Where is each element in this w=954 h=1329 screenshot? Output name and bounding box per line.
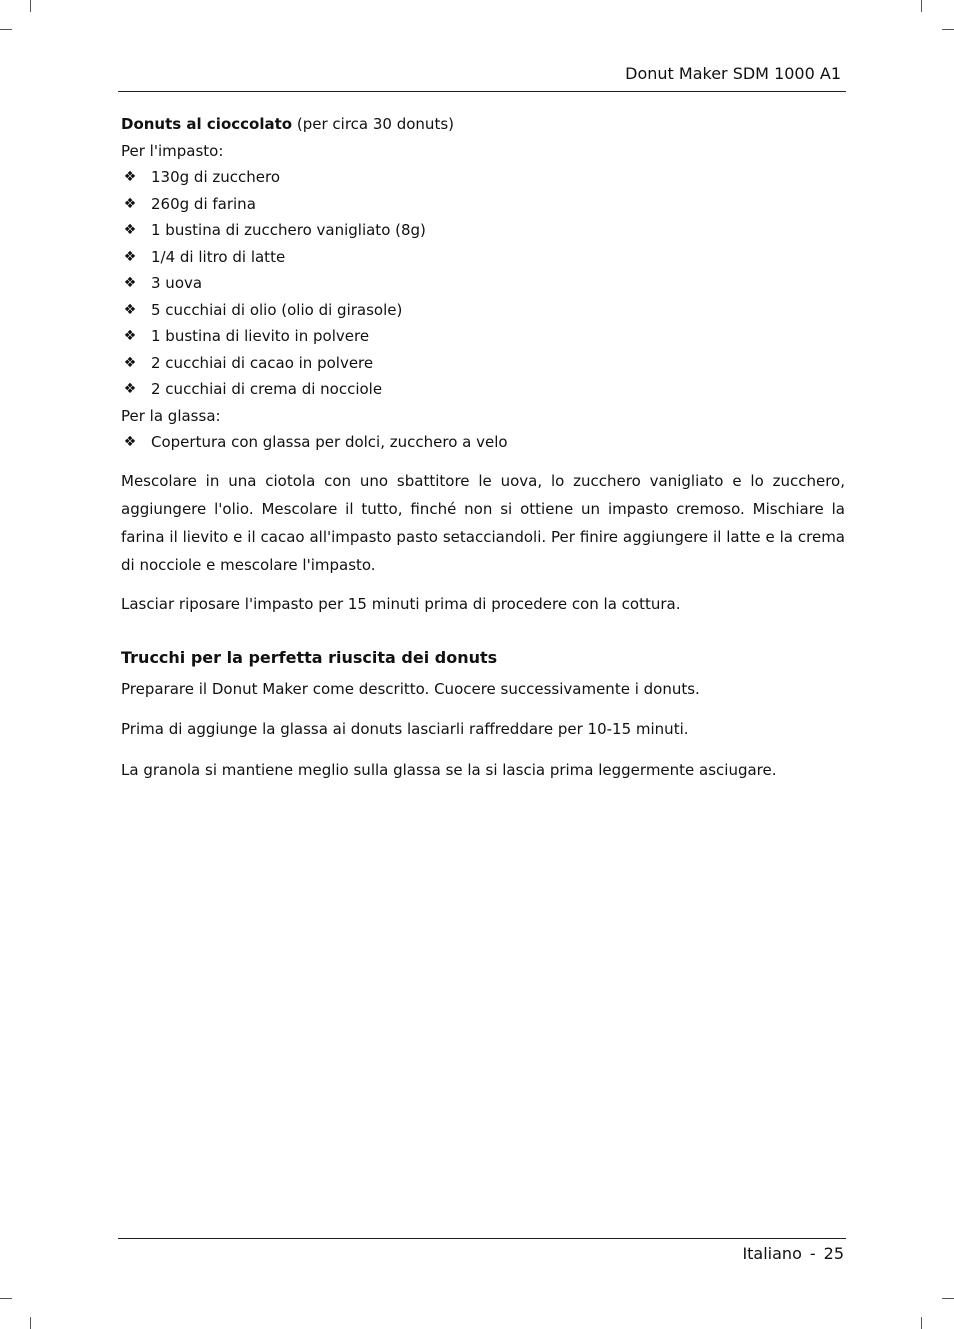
rest-note: Lasciar riposare l'impasto per 15 minuti prima di procedere con la cottura. bbox=[121, 594, 681, 613]
ingredient-text: 130g di zucchero bbox=[151, 168, 281, 186]
crop-mark bbox=[30, 1317, 31, 1329]
ingredient-text: 1/4 di litro di latte bbox=[151, 247, 286, 266]
list-item bbox=[121, 270, 845, 297]
crop-mark bbox=[921, 1317, 922, 1329]
four-diamond-bullet-icon: ❖ bbox=[123, 195, 137, 212]
footer-separator: - bbox=[809, 1244, 816, 1263]
ingredient-text: 2 cucchiai di crema di nocciole bbox=[151, 380, 383, 398]
four-diamond-bullet-icon: ❖ bbox=[123, 248, 137, 265]
ingredient-text: 5 cucchiai di olio (olio di girasole) bbox=[151, 300, 403, 319]
list-item bbox=[121, 244, 845, 271]
crop-mark bbox=[0, 1298, 12, 1299]
glaze-label: Per la glassa: bbox=[121, 406, 221, 425]
crop-mark bbox=[0, 29, 12, 30]
header-rule bbox=[118, 91, 846, 92]
ingredient-text: 1 bustina di zucchero vanigliato (8g) bbox=[151, 221, 426, 239]
four-diamond-bullet-icon: ❖ bbox=[123, 354, 137, 371]
tips-heading: Trucchi per la perfetta riuscita dei donuts bbox=[121, 648, 498, 667]
list-item bbox=[121, 429, 845, 456]
four-diamond-bullet-icon: ❖ bbox=[123, 434, 137, 450]
list-item bbox=[121, 164, 845, 191]
tip-item: La granola si mantiene meglio sulla glassa se la si lascia prima leggermente asciugare. bbox=[121, 760, 777, 779]
list-item bbox=[121, 191, 845, 218]
page-content bbox=[121, 111, 845, 783]
list-item bbox=[121, 350, 845, 377]
dough-label: Per l'impasto: bbox=[121, 141, 224, 160]
four-diamond-bullet-icon: ❖ bbox=[123, 301, 137, 318]
crop-mark bbox=[921, 0, 922, 12]
recipe-subtitle: (per circa 30 donuts) bbox=[296, 115, 454, 133]
footer-rule bbox=[118, 1238, 846, 1239]
glaze-ingredient-list bbox=[121, 429, 845, 456]
four-diamond-bullet-icon: ❖ bbox=[123, 222, 137, 238]
footer-language: Italiano bbox=[742, 1244, 802, 1263]
list-item bbox=[121, 217, 845, 244]
crop-mark bbox=[942, 29, 954, 30]
crop-mark bbox=[30, 0, 31, 12]
four-diamond-bullet-icon: ❖ bbox=[123, 275, 137, 291]
ingredient-text: 260g di farina bbox=[151, 194, 256, 213]
four-diamond-bullet-icon: ❖ bbox=[123, 328, 137, 344]
tip-item: Prima di aggiunge la glassa ai donuts lasciarli raffreddare per 10-15 minuti. bbox=[121, 720, 689, 738]
crop-mark bbox=[942, 1298, 954, 1299]
dough-ingredient-list bbox=[121, 164, 845, 403]
ingredient-text: 3 uova bbox=[151, 274, 203, 292]
recipe-title: Donuts al cioccolato bbox=[121, 115, 293, 133]
tip-item: Preparare il Donut Maker come descritto. Cuocere successivamente i donuts. bbox=[121, 679, 700, 698]
ingredient-text: Copertura con glassa per dolci, zucchero a velo bbox=[151, 433, 508, 451]
four-diamond-bullet-icon: ❖ bbox=[123, 169, 137, 185]
running-header: Donut Maker SDM 1000 A1 bbox=[625, 64, 841, 83]
list-item bbox=[121, 323, 845, 350]
ingredient-text: 1 bustina di lievito in polvere bbox=[151, 327, 370, 345]
page-number: 25 bbox=[823, 1244, 844, 1263]
list-item bbox=[121, 297, 845, 324]
recipe-heading bbox=[121, 111, 845, 138]
list-item bbox=[121, 376, 845, 403]
page-footer bbox=[742, 1243, 844, 1265]
four-diamond-bullet-icon: ❖ bbox=[123, 381, 137, 397]
instructions-paragraph: Mescolare in una ciotola con uno sbattitore le uova, lo zucchero vanigliato e lo zucchero, aggiungere l'olio. Mescolare il tutto, finché non si ottiene un impasto cremoso. Mischiare la farina il lievito e il cacao all'impasto pasto setacciandoli. Per finire aggiungere il latte e la crema di nocciole e mescolare l'impasto. bbox=[121, 471, 845, 574]
ingredient-text: 2 cucchiai di cacao in polvere bbox=[151, 353, 374, 372]
